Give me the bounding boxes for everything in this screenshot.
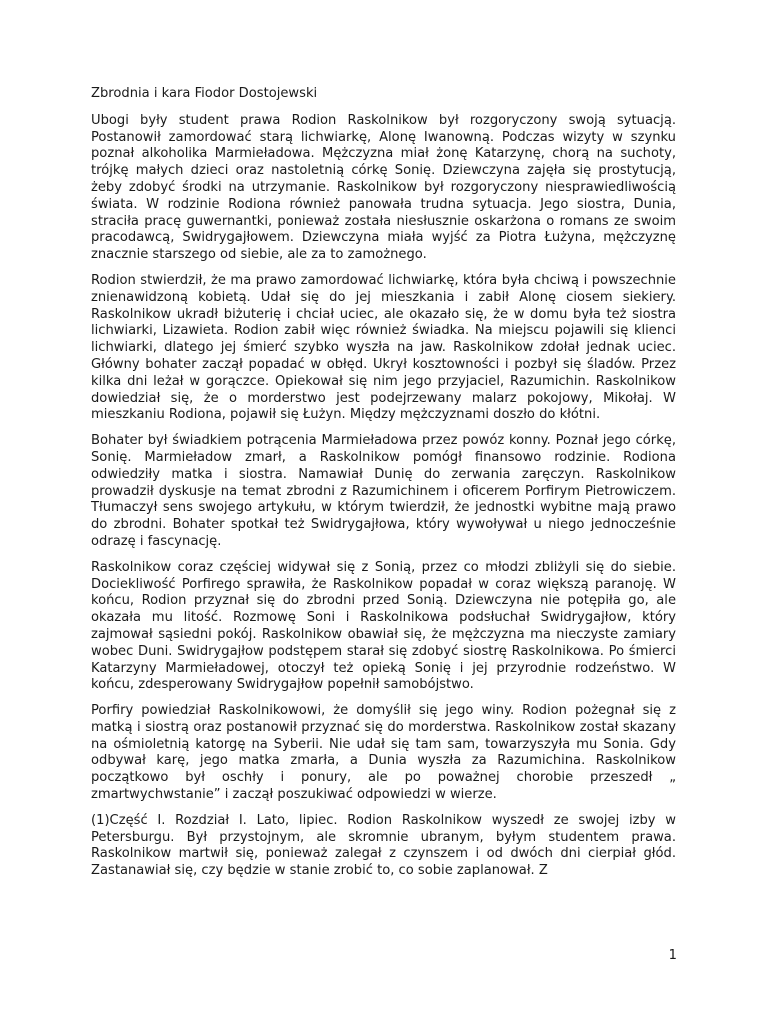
- document-body: [91, 86, 676, 889]
- paragraph-summary-2: Rodion stwierdził, że ma prawo zamordować lichwiarkę, która była chciwą i powszechnie znienawidzoną kobietą. Udał się do jej mieszkania i zabił Alonę ciosem siekiery. Raskolnikow ukradł biżuterię i chciał uciec, ale okazało się, że w domu była też siostra lichwiarki, Lizawieta. Rodion zabił więc również świadka. Na miejscu pojawili się klienci lichwiarki, dlatego jej śmierć szybko wyszła na jaw. Raskolnikow zdołał jednak uciec. Główny bohater zaczął popadać w obłęd. Ukrył kosztowności i pozbył się śladów. Przez kilka dni leżał w gorączce. Opiekował się nim jego przyjaciel, Razumichin. Raskolnikow dowiedział się, że o morderstwo jest podejrzewany malarz pokojowy, Mikołaj. W mieszkaniu Rodiona, pojawił się Łużyn. Między mężczyznami doszło do kłótni.: [91, 272, 676, 423]
- paragraph-summary-3: Bohater był świadkiem potrącenia Marmieładowa przez powóz konny. Poznał jego córkę, Sonię. Marmieładow zmarł, a Raskolnikow pomógł finansowo rodzinie. Rodiona odwiedziły matka i siostra. Namawiał Dunię do zerwania zaręczyn. Raskolnikow prowadził dyskusje na temat zbrodni z Razumichinem i oficerem Porfirym Pietrowiczem. Tłumaczył sens swojego artykułu, w którym twierdził, że jednostki wybitne mają prawo do zbrodni. Bohater spotkał też Swidrygajłowa, który wywoływał u niego jednocześnie odrazę i fascynację.: [91, 433, 676, 549]
- paragraph-summary-5: Porfiry powiedział Raskolnikowowi, że domyślił się jego winy. Rodion pożegnał się z matką i siostrą oraz postanowił przyznać się do morderstwa. Raskolnikow został skazany na ośmioletnią katorgę na Syberii. Nie udał się tam sam, towarzyszyła mu Sonia. Gdy odbywał karę, jego matka zmarła, a Dunia wyszła za Razumichina. Raskolnikow początkowo był oschły i ponury, ale po poważnej chorobie przeszedł „ zmartwychwstanie” i zaczął poszukiwać odpowiedzi w wierze.: [91, 703, 676, 803]
- paragraph-chapter-1: (1)Część I. Rozdział I. Lato, lipiec. Rodion Raskolnikow wyszedł ze swojej izby w Petersburgu. Był przystojnym, ale skromnie ubranym, byłym studentem prawa. Raskolnikow martwił się, ponieważ zalegał z czynszem i od dwóch dni cierpiał głód. Zastanawiał się, czy będzie w stanie zrobić to, co sobie zaplanował. Z: [91, 812, 676, 879]
- page-number: 1: [668, 948, 677, 963]
- paragraph-summary-1: Ubogi były student prawa Rodion Raskolnikow był rozgoryczony swoją sytuacją. Postanowił zamordować starą lichwiarkę, Alonę Iwanowną. Podczas wizyty w szynku poznał alkoholika Marmieładowa. Mężczyzna miał żonę Katarzynę, chorą na suchoty, trójkę małych dzieci oraz nastoletnią córkę Sonię. Dziewczyna zajęła się prostytucją, żeby zdobyć środki na utrzymanie. Raskolnikow był rozgoryczony niesprawiedliwością świata. W rodzinie Rodiona również panowała trudna sytuacja. Jego siostra, Dunia, straciła pracę guwernantki, ponieważ została niesłusznie oskarżona o romans ze swoim pracodawcą, Swidrygajłowem. Dziewczyna miała wyjść za Piotra Łużyna, mężczyznę znacznie starszego od siebie, ale za to zamożnego.: [91, 112, 676, 263]
- document-title: Zbrodnia i kara Fiodor Dostojewski: [91, 86, 318, 101]
- paragraph-summary-4: Raskolnikow coraz częściej widywał się z Sonią, przez co młodzi zbliżyli się do siebie. Dociekliwość Porfirego sprawiła, że Raskolnikow popadał w coraz większą paranoję. W końcu, Rodion przyznał się do zbrodni przed Sonią. Dziewczyna nie potępiła go, ale okazała mu litość. Rozmowę Soni i Raskolnikowa podsłuchał Swidrygajłow, który zajmował sąsiedni pokój. Raskolnikow obawiał się, że mężczyzna ma nieczyste zamiary wobec Duni. Swidrygajłow podstępem starał się zdobyć siostrę Raskolnikowa. Po śmierci Katarzyny Marmieładowej, otoczył też opieką Sonię i jej przyrodnie rodzeństwo. W końcu, zdesperowany Swidrygajłow popełnił samobójstwo.: [91, 559, 676, 693]
